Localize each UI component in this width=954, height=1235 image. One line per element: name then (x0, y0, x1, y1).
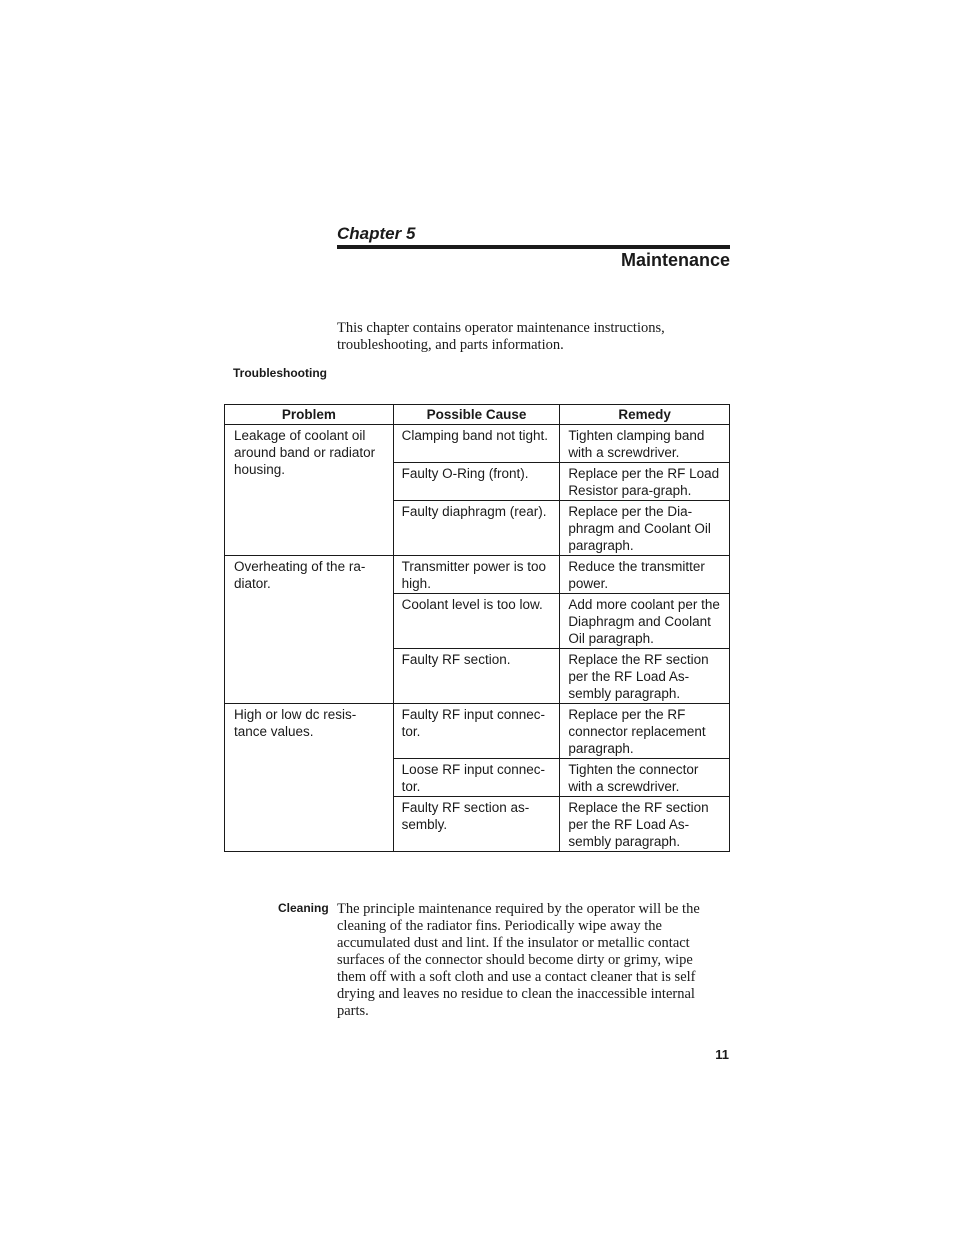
chapter-title: Maintenance (620, 250, 730, 270)
cause-cell: Faulty RF section. (393, 649, 560, 704)
table-row (225, 704, 730, 759)
header-possible-cause: Possible Cause (393, 405, 560, 425)
table-row (225, 556, 730, 594)
remedy-cell: Add more coolant per the Diaphragm and Coolant Oil paragraph. (560, 594, 730, 649)
cause-cell: Faulty RF section as-sembly. (393, 797, 560, 852)
cause-cell: Transmitter power is too high. (393, 556, 560, 594)
page-number: 11 (715, 1047, 729, 1062)
problem-cell: High or low dc resis-tance values. (225, 704, 394, 852)
problem-cell: Overheating of the ra-diator. (225, 556, 394, 704)
cleaning-paragraph: The principle maintenance required by the operator will be the cleaning of the radiator fins. Periodically wipe away the accumulated dust and lint. If the insulator or metallic contact surfaces of the connector should become dirty or grimy, wipe them off with a soft cloth and use a contact cleaner that is self drying and leaves no residue to clean the inaccessible internal parts. (337, 901, 700, 1019)
intro-line: This chapter contains operator maintenance instructions, (337, 320, 665, 336)
chapter-rule (337, 245, 730, 249)
cause-cell: Faulty RF input connec-tor. (393, 704, 560, 759)
remedy-cell: Replace per the Dia-phragm and Coolant Oil paragraph. (560, 501, 730, 556)
remedy-cell: Replace the RF section per the RF Load As-sembly paragraph. (560, 797, 730, 852)
intro-line: troubleshooting, and parts information. (337, 337, 564, 353)
cause-cell: Clamping band not tight. (393, 425, 560, 463)
troubleshooting-label: Troubleshooting (233, 366, 327, 380)
chapter-label: Chapter 5 (337, 224, 416, 243)
remedy-cell: Replace per the RF Load Resistor para-graph. (560, 463, 730, 501)
table-row (225, 425, 730, 463)
problem-cell: Leakage of coolant oil around band or radiator housing. (225, 425, 394, 556)
remedy-cell: Reduce the transmitter power. (560, 556, 730, 594)
header-remedy: Remedy (560, 405, 730, 425)
cause-cell: Faulty O-Ring (front). (393, 463, 560, 501)
remedy-cell: Tighten clamping band with a screwdriver. (560, 425, 730, 463)
header-problem: Problem (225, 405, 394, 425)
remedy-cell: Tighten the connector with a screwdriver. (560, 759, 730, 797)
cause-cell: Faulty diaphragm (rear). (393, 501, 560, 556)
remedy-cell: Replace per the RF connector replacement paragraph. (560, 704, 730, 759)
cleaning-label: Cleaning (278, 901, 329, 915)
remedy-cell: Replace the RF section per the RF Load As-sembly paragraph. (560, 649, 730, 704)
troubleshooting-table (224, 404, 730, 852)
cause-cell: Loose RF input connec-tor. (393, 759, 560, 797)
table-header-row (225, 405, 730, 425)
intro-paragraph (337, 320, 729, 354)
cause-cell: Coolant level is too low. (393, 594, 560, 649)
